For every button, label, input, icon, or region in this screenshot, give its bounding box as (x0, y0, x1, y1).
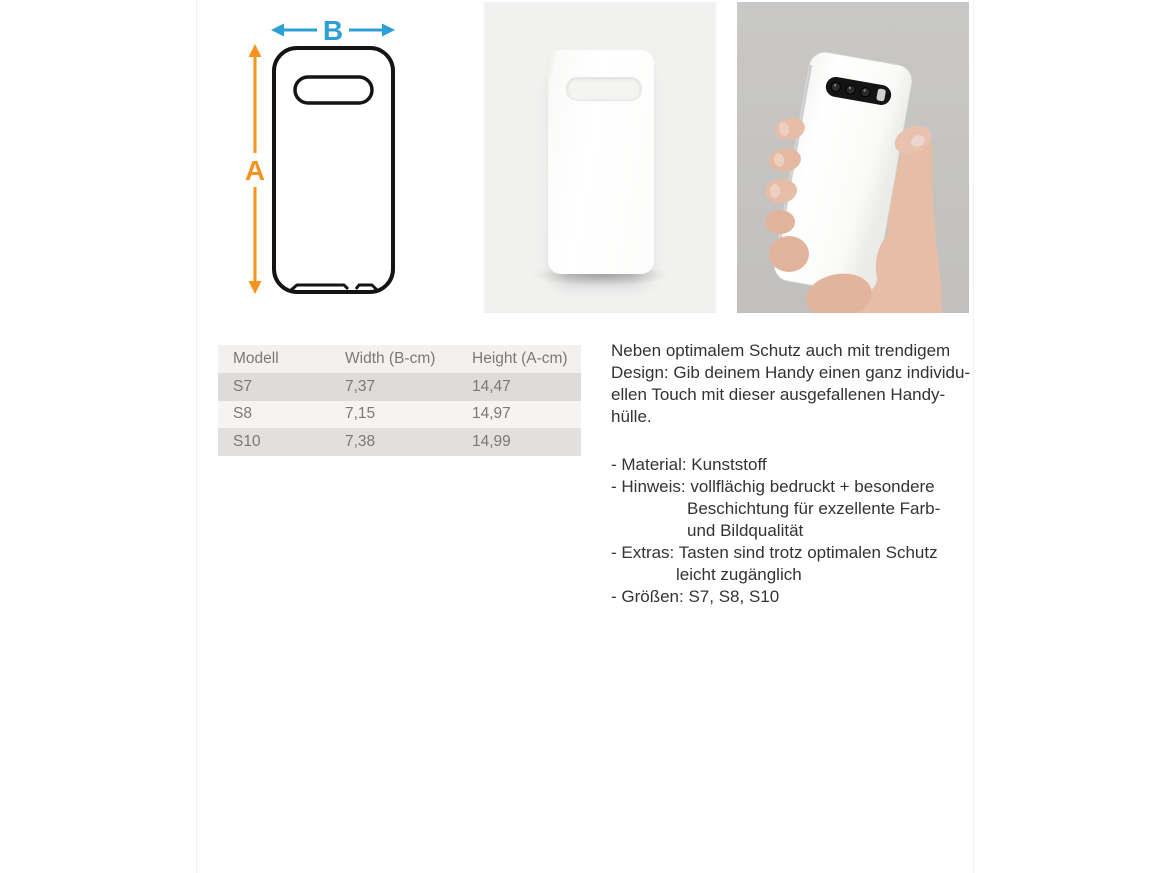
camera-cutout-outline (295, 77, 372, 103)
description-line: hülle. (611, 407, 652, 426)
arrowhead-up-icon (249, 44, 262, 57)
detail-line: - Hinweis: vollflächig bedruckt + besondere (611, 477, 935, 496)
cell-width: 7,37 (345, 377, 376, 395)
content-column-border-left (196, 0, 197, 873)
finger-base (769, 236, 809, 272)
product-image-dimension-diagram[interactable] (231, 2, 463, 313)
width-arrow (271, 15, 395, 46)
dimension-diagram-svg (231, 2, 463, 313)
arrowhead-right-icon (382, 24, 395, 37)
description-line: Design: Gib deinem Handy einen ganz individu- (611, 363, 971, 382)
cell-model: S7 (233, 377, 252, 395)
description-line: Neben optimalem Schutz auch mit trendigem (611, 341, 951, 360)
fingertip (765, 210, 795, 234)
fingernail (770, 184, 780, 198)
detail-line: - Größen: S7, S8, S10 (611, 587, 780, 606)
table-row (218, 428, 581, 456)
cell-height: 14,99 (472, 432, 511, 450)
cell-width: 7,15 (345, 405, 376, 423)
product-image-hand-photo[interactable] (737, 2, 969, 313)
cell-height: 14,47 (472, 377, 511, 395)
col-header-height: Height (A-cm) (472, 350, 568, 367)
col-header-model: Modell (233, 350, 279, 367)
size-table-header-row (218, 345, 581, 373)
detail-line: und Bildqualität (687, 521, 804, 540)
content-column-border-right (973, 0, 974, 873)
table-row (218, 373, 581, 401)
product-details-list (611, 454, 940, 608)
white-case (548, 50, 654, 274)
height-label: A (244, 155, 266, 186)
size-table (218, 345, 581, 456)
cell-model: S8 (233, 405, 252, 423)
detail-line: Beschichtung für exzellente Farb- (687, 499, 941, 518)
table-row (218, 401, 581, 429)
arrowhead-down-icon (249, 281, 262, 294)
case-camera-cutout (566, 77, 642, 101)
hand-photo-svg (737, 2, 969, 313)
detail-line: - Extras: Tasten sind trotz optimalen Schutz (611, 543, 938, 562)
cell-height: 14,97 (472, 405, 511, 423)
detail-line: - Material: Kunststoff (611, 455, 767, 474)
cell-width: 7,38 (345, 432, 376, 450)
product-image-case-photo[interactable] (484, 2, 716, 313)
width-label: B (322, 15, 344, 46)
arrowhead-left-icon (271, 24, 284, 37)
col-header-width: Width (B-cm) (345, 350, 436, 367)
product-description (611, 340, 970, 428)
description-line: ellen Touch mit dieser ausgefallenen Handy- (611, 385, 946, 404)
detail-line: leicht zugänglich (676, 565, 802, 584)
cell-model: S10 (233, 432, 261, 450)
height-arrow (245, 44, 265, 294)
